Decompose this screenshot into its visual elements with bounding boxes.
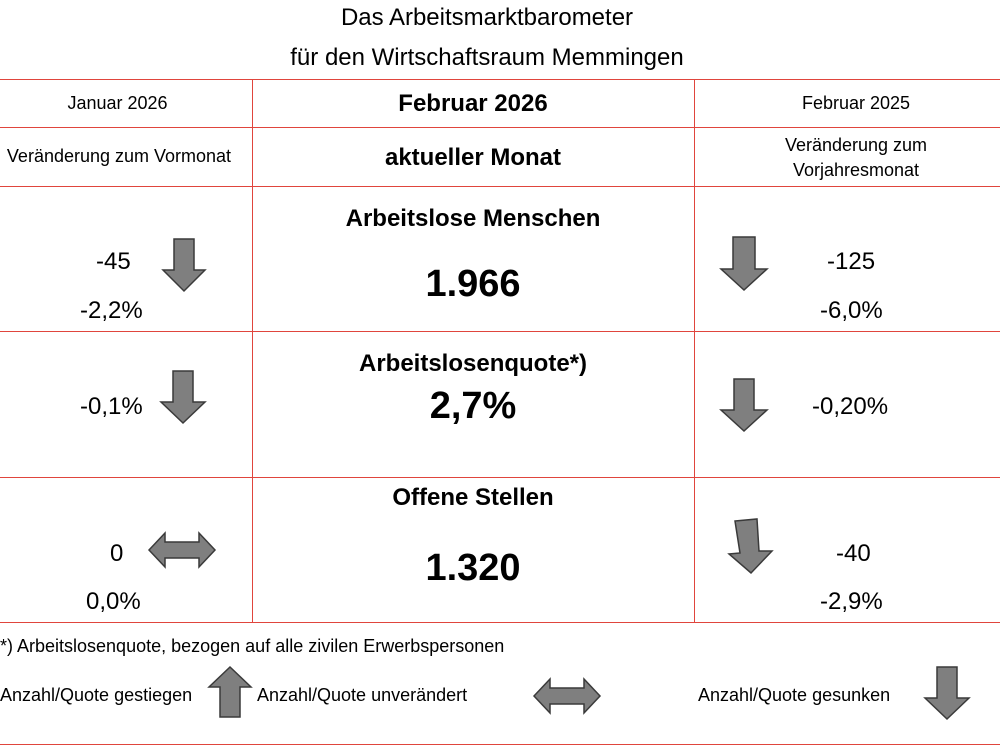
arrow-down-icon xyxy=(162,238,206,292)
main-value: 1.966 xyxy=(425,263,521,305)
header-right-month: Februar 2025 xyxy=(801,93,911,113)
grid-line xyxy=(0,186,1000,187)
desc-left: Veränderung zum Vormonat xyxy=(6,146,232,166)
desc-right-line2: Vorjahresmonat xyxy=(792,160,920,180)
change-percent: -6,0% xyxy=(820,297,883,324)
main-value: 1.320 xyxy=(425,547,521,589)
change-absolute: -125 xyxy=(827,248,876,275)
legend-up-label: Anzahl/Quote gestiegen xyxy=(0,685,193,705)
grid-line xyxy=(0,622,1000,623)
header-left-month: Januar 2026 xyxy=(67,93,168,113)
header-center-month: Februar 2026 xyxy=(398,90,548,117)
legend-down-label: Anzahl/Quote gesunken xyxy=(698,685,891,705)
section-title: Offene Stellen xyxy=(392,484,554,511)
page-title: Das Arbeitsmarktbarometer xyxy=(340,4,634,31)
change-absolute: -40 xyxy=(836,540,871,567)
arrow-down-icon xyxy=(720,236,768,291)
grid-line xyxy=(0,79,1000,80)
arrow-up-icon xyxy=(208,666,252,718)
change-percent: -0,20% xyxy=(812,393,889,420)
arrow-down-icon xyxy=(726,518,776,574)
grid-line xyxy=(0,477,1000,478)
legend-unchanged-label: Anzahl/Quote unverändert xyxy=(257,685,468,705)
section-title: Arbeitslose Menschen xyxy=(345,205,601,232)
change-percent: 0,0% xyxy=(86,588,141,615)
page-subtitle: für den Wirtschaftsraum Memmingen xyxy=(290,44,684,71)
desc-right-line1: Veränderung zum xyxy=(784,135,928,155)
change-absolute: 0 xyxy=(110,540,124,567)
grid-line xyxy=(0,744,1000,745)
arrow-left-right-icon xyxy=(148,530,216,570)
grid-line xyxy=(0,331,1000,332)
desc-center: aktueller Monat xyxy=(384,144,562,171)
change-absolute: -45 xyxy=(96,248,131,275)
change-percent: -0,1% xyxy=(80,393,143,420)
main-value: 2,7% xyxy=(429,385,517,427)
grid-line xyxy=(0,127,1000,128)
arrow-down-icon xyxy=(160,370,206,424)
section-title: Arbeitslosenquote*) xyxy=(358,350,588,377)
change-percent: -2,9% xyxy=(820,588,883,615)
change-percent: -2,2% xyxy=(80,297,143,324)
arrow-down-icon xyxy=(720,378,768,432)
arrow-down-icon xyxy=(924,666,970,720)
footnote: *) Arbeitslosenquote, bezogen auf alle zivilen Erwerbspersonen xyxy=(0,636,505,656)
arrow-left-right-icon xyxy=(533,676,601,716)
